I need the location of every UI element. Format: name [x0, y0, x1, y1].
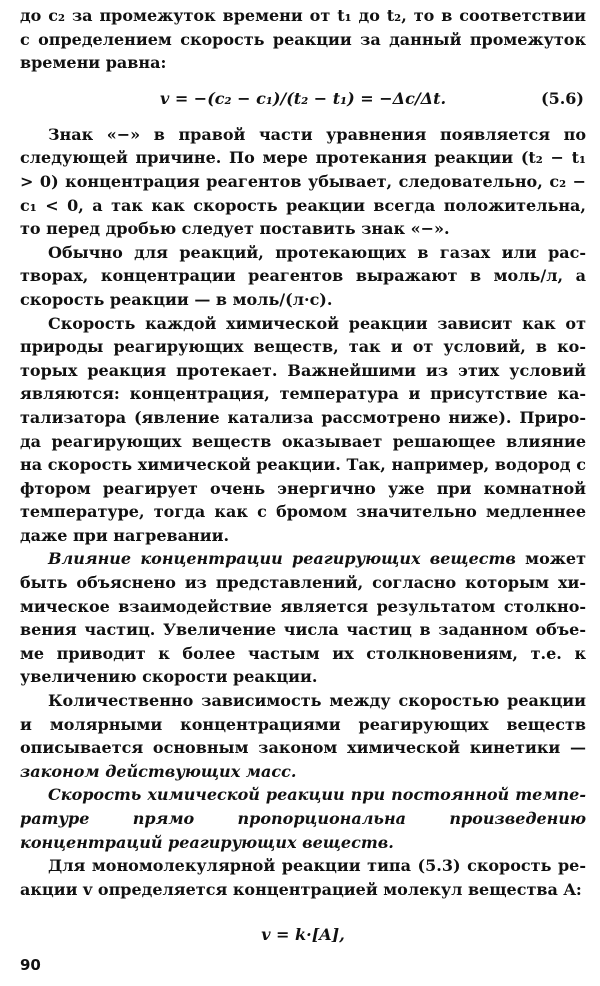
paragraph-8: Для мономолекулярной реакции типа (5.3) скорость реакции v определяется концентрацией молекул вещества A:	[20, 856, 586, 899]
paragraph-6-start: Количественно зависимость между скоростью реакции и молярными концентрациями реагирующих веществ описывается основным законом химической кинетики —	[20, 691, 586, 758]
paragraph-2: Знак «−» в правой части уравнения появляется по следующей причине. По мере протекания реакции (t₂ − t₁ > 0) концентрация реагентов убывает, следовательно, c₂ − c₁ < 0, а так как скорость реакции всегда положительна, то перед дробью следует поставить знак «−».	[20, 124, 586, 239]
equation-formula: v = −(c₂ − c₁)/(t₂ − t₁) = −Δc/Δt.	[159, 88, 447, 108]
page-number: 90	[20, 956, 41, 974]
equation-5-6	[20, 81, 586, 115]
paragraph-4: Скорость каждой химической реакции зависит как от природы реагирующих веществ, так и от условий, в которых реакция протекает. Важнейшими из этих условий являются: концентрация, температура и присутствие катализатора (явление катализа рассмотрено ниже). Природа реагирующих веществ оказывает решающее влияние на скорость химической реакции. Так, например, водород с фтором реагирует очень энергично уже при комнатной температуре, тогда как с бромом значительно медленнее даже при нагревании.	[20, 313, 586, 545]
text-body	[20, 4, 586, 947]
paragraph-6-italic: законом действующих масс.	[20, 761, 297, 781]
paragraph-5	[20, 547, 586, 689]
paragraph-5-italic: Влияние концентрации реагирующих веществ	[48, 549, 516, 569]
equation-number: (5.6)	[541, 88, 584, 108]
paragraph-5-rest: может быть объяснено из представлений, согласно которым химическое взаимодействие является результатом столкновения частиц. Увеличение числа частиц в заданном объеме приводит к более частым их столкновениям, т.е. к увеличению скорости реакции.	[20, 549, 586, 687]
equation-rate-law: v = k·[A],	[261, 925, 345, 945]
paragraph-6	[20, 689, 586, 783]
paragraph-3: Обычно для реакций, протекающих в газах или растворах, концентрации реагентов выражают в моль/л, а скорость реакции — в моль/(л·с).	[20, 242, 586, 309]
paragraph-1: до c₂ за промежуток времени от t₁ до t₂, то в соответствии с определением скорость реакции за данный промежуток времени равна:	[20, 6, 586, 73]
paragraph-7-law: Скорость химической реакции при постоянной температуре прямо пропорциональна произведению концентраций реагирующих веществ.	[20, 785, 586, 852]
